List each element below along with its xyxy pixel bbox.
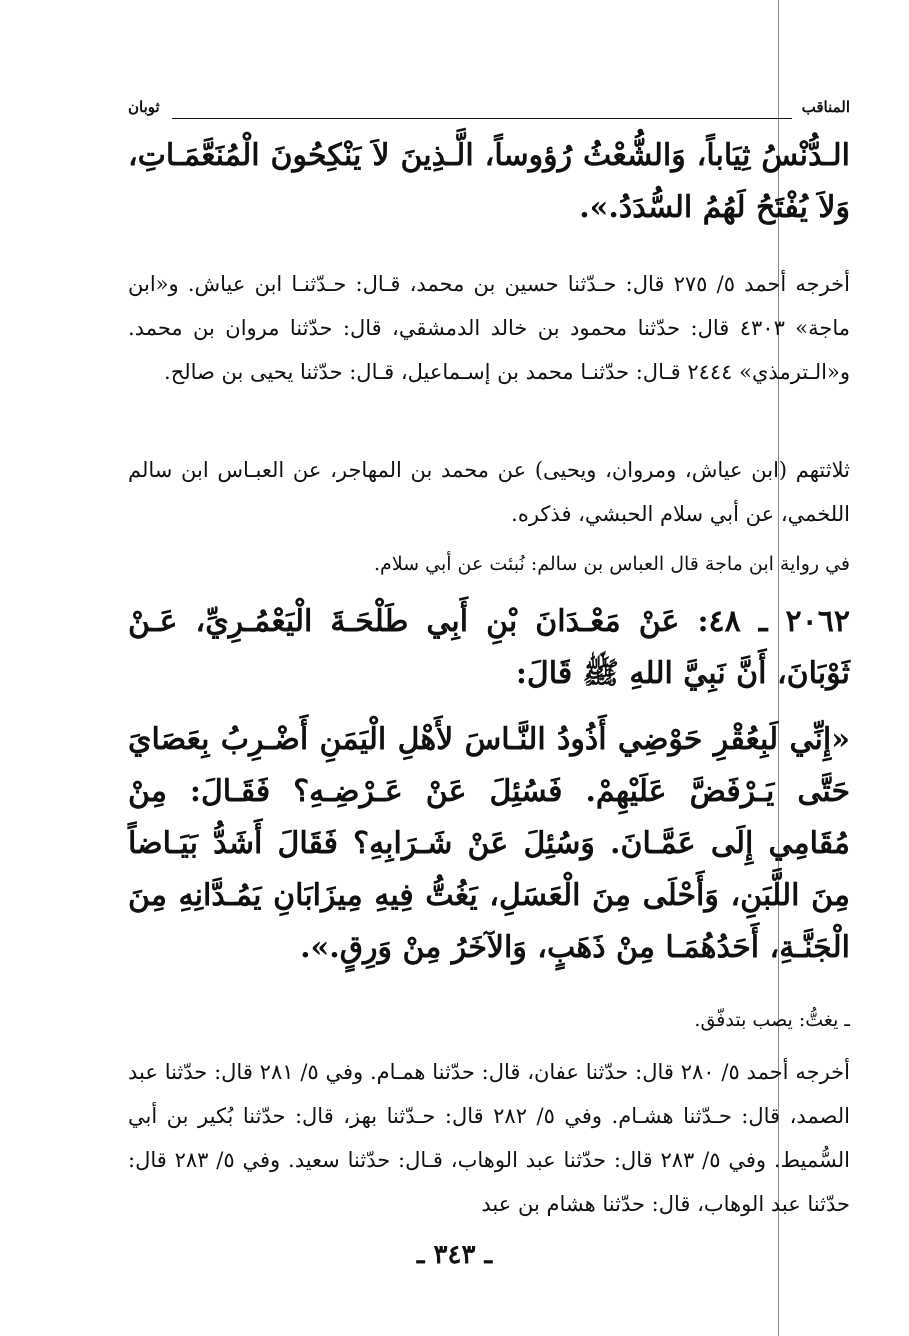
hadith-text: «إِنِّي لَبِعُقْرِ حَوْضِي أَذُودُ النَّـاسَ لأَهْلِ الْيَمَنِ أَضْـرِبُ بِعَصَايَ حَتَّى يَـرْفَضَّ عَلَيْهِمْ. فَسُئِلَ عَنْ عَـرْضِـهِ؟ فَقَـالَ: مِنْ مُقَامِي إِلَى عَمَّـانَ. وَسُئِلَ عَنْ شَـرَابِهِ؟ فَقَالَ أَشَدُّ بَيَـاضاً مِنَ اللَّبَنِ، وَأَحْلَى مِنَ الْعَسَلِ، يَغُتُّ فِيهِ مِيزَابَانِ يَمُـدَّانِهِ مِنَ الْجَنَّـةِ، أَحَدُهُمَـا مِنْ ذَهَبٍ، وَالآخَرُ مِنْ وَرِقٍ.». [128, 722, 850, 965]
hadith-continuation: الـدُّنْسُ ثِيَاباً، وَالشُّعْثُ رُؤوساً، الَّـذِينَ لاَ يَنْكِحُونَ الْمُنَعَّمَـاتِ، وَلاَ يُفْتَحُ لَهُمُ السُّدَدُ.». [128, 138, 850, 225]
narration-note: في رواية ابن ماجة قال العباس بن سالم: نُبئت عن أبي سلام. [374, 553, 850, 575]
header-rule [172, 118, 792, 119]
takhrij-paragraph-2: ثلاثتهم (ابن عياش، ومروان، ويحيى) عن محمد بن المهاجر، عن العبـاس ابن سالم اللخمي، عن أبي سلام الحبشي، فذكره. [128, 458, 850, 526]
running-header [128, 98, 850, 126]
hadith-heading: ٢٠٦٢ ـ ٤٨: عَنْ مَعْـدَانَ بْنِ أَبِي طَلْحَـةَ الْيَعْمُـرِيِّ، عَـنْ ثَوْبَانَ، أَنَّ نَبِيَّ اللهِ ﷺ قَالَ: [128, 604, 850, 691]
takhrij-paragraph-1: أخرجه أحمد ٥/ ٢٧٥ قال: حـدّثنا حسين بن محمد، قـال: حـدّثنـا ابن عياش. و«ابن ماجة» ٤٣٠٣ قال: حدّثنا محمود بن خالد الدمشقي، قال: حدّثنا مروان بن محمد. و«الـترمذي» ٢٤٤٤ قـال: حدّثنـا محمد بن إسـماعيل، قـال: حدّثنا يحيى بن صالح. [128, 272, 850, 384]
gloss-note: ـ يغتُّ: يصب بتدفّق. [694, 1009, 850, 1031]
page-number: ـ ٣٤٣ ـ [416, 1240, 493, 1270]
header-section-title: المناقب [801, 98, 850, 116]
header-chapter-title: ثوبان [128, 98, 160, 116]
takhrij-paragraph-3: أخرجه أحمد ٥/ ٢٨٠ قال: حدّثنا عفان، قال: حدّثنا همـام. وفي ٥/ ٢٨١ قال: حدّثنا عبد الصمد، قال: حـدّثنا هشـام. وفي ٥/ ٢٨٢ قال: حـدّثنا بهز، قال: حدّثنا بُكير بن أبي السُّميط. وفي ٥/ ٢٨٣ قال: حدّثنا عبد الوهاب، قـال: حدّثنا سعيد. وفي ٥/ ٢٨٣ قال: حدّثنا عبد الوهاب، قال: حدّثنا هشام بن عبد [128, 1060, 850, 1216]
